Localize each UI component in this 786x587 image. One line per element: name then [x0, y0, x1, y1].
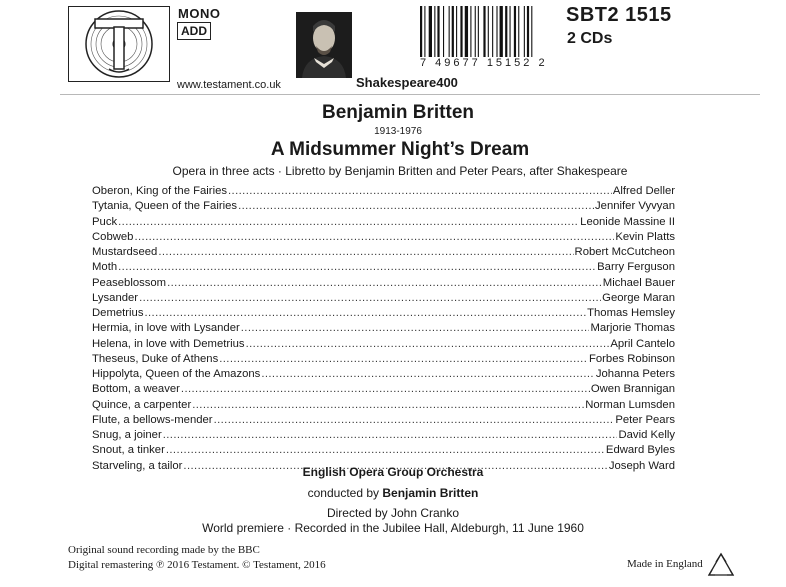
role-name: Mustardseed [92, 246, 158, 258]
role-name: Flute, a bellows-mender [92, 413, 213, 426]
role-name: Demetrius [92, 307, 144, 319]
singer-name: April Cantelo [610, 337, 675, 350]
role-name: Theseus, Duke of Athens [92, 352, 219, 365]
singer-name: Joseph Ward [608, 459, 675, 472]
cast-row [92, 291, 675, 306]
singer-name: Marjorie Thomas [590, 322, 675, 335]
cast-row [92, 321, 675, 336]
cast-row [92, 199, 675, 214]
cast-row [92, 245, 675, 260]
singer-name: Kevin Platts [615, 230, 675, 243]
leader-dots [134, 230, 614, 245]
role-name: Hermia, in love with Lysander [92, 322, 240, 335]
singer-name: Owen Brannigan [590, 383, 675, 396]
role-name: Helena, in love with Demetrius [92, 337, 245, 350]
leader-dots [167, 276, 602, 291]
recycle-icon [706, 552, 736, 578]
role-name: Tytania, Queen of the Fairies [92, 200, 238, 213]
barcode-number: 7 49677 15152 2 [420, 57, 560, 69]
singer-name: Barry Ferguson [597, 261, 675, 274]
cast-row [92, 382, 675, 397]
leader-dots [228, 184, 612, 199]
role-name: Bottom, a weaver [92, 383, 180, 396]
singer-name: Forbes Robinson [588, 352, 675, 365]
original-recording-note: Original sound recording made by the BBC [68, 544, 260, 556]
leader-dots [166, 443, 605, 458]
work-title: A Midsummer Night’s Dream [270, 139, 530, 160]
singer-name: Leonide Massine II [580, 215, 675, 228]
disc-count: 2 CDs [567, 30, 613, 47]
role-name: Quince, a carpenter [92, 398, 192, 411]
leader-dots [261, 367, 595, 382]
role-name: Snug, a joiner [92, 429, 162, 441]
leader-dots [158, 245, 573, 260]
role-name: Puck [92, 215, 118, 228]
singer-name: Peter Pears [615, 413, 675, 426]
divider [60, 94, 760, 95]
role-name: Oberon, King of the Fairies [92, 185, 228, 197]
singer-name: Alfred Deller [612, 185, 675, 197]
cast-row [92, 428, 675, 443]
conducted-prefix: conducted by [307, 486, 380, 500]
premiere-credit: World premiere · Recorded in the Jubilee Hall, Aldeburgh, 11 June 1960 [202, 521, 584, 535]
cast-row [92, 215, 675, 230]
cast-row [92, 260, 675, 275]
singer-name: David Kelly [618, 429, 675, 441]
cast-row [92, 230, 675, 245]
mono-label: MONO [178, 6, 221, 21]
composer-name: Benjamin Britten [321, 102, 475, 123]
cast-row [92, 337, 675, 352]
director-credit: Directed by John Cranko [326, 506, 460, 520]
add-label: ADD [177, 22, 211, 40]
cast-row [92, 352, 675, 367]
catalog-number: SBT2 1515 [566, 4, 672, 26]
leader-dots [139, 291, 601, 306]
leader-dots [219, 352, 588, 367]
singer-name: Michael Bauer [602, 276, 675, 289]
leader-dots [118, 215, 579, 230]
role-name: Hippolyta, Queen of the Amazons [92, 368, 261, 380]
cast-row [92, 413, 675, 428]
made-in-england-note: Made in England [627, 558, 703, 570]
testament-logo-icon [68, 6, 170, 82]
remastering-note: Digital remastering ℗ 2016 Testament. © Testament, 2016 [68, 559, 326, 571]
cast-list [92, 184, 675, 474]
cast-row [92, 367, 675, 382]
singer-name: Edward Byles [605, 444, 675, 457]
singer-name: Thomas Hemsley [587, 307, 675, 319]
leader-dots [144, 306, 586, 321]
cast-row [92, 443, 675, 458]
conductor-name: Benjamin Britten [382, 486, 479, 500]
leader-dots [181, 382, 590, 397]
shakespeare-portrait-icon [296, 12, 352, 78]
website-link[interactable]: www.testament.co.uk [177, 79, 281, 91]
role-name: Starveling, a tailor [92, 459, 183, 472]
cast-row [92, 306, 675, 321]
composer-dates: 1913-1976 [374, 126, 422, 137]
singer-name: Robert McCutcheon [574, 246, 675, 258]
singer-name: Jennifer Vyvyan [595, 200, 675, 213]
singer-name: George Maran [602, 291, 675, 304]
role-name: Moth [92, 261, 118, 274]
role-name: Lysander [92, 291, 139, 304]
role-name: Peaseblossom [92, 276, 167, 289]
cast-row [92, 184, 675, 199]
cast-row [92, 276, 675, 291]
leader-dots [214, 413, 615, 428]
cast-row [92, 398, 675, 413]
leader-dots [246, 337, 610, 352]
leader-dots [238, 199, 594, 214]
conductor-credit [0, 486, 786, 500]
leader-dots [118, 260, 596, 275]
leader-dots [192, 398, 584, 413]
work-subtitle: Opera in three acts · Libretto by Benjamin Britten and Peter Pears, after Shakespeare [172, 164, 628, 178]
shakespeare400-logo: Shakespeare400 [356, 75, 458, 90]
orchestra-credit: English Opera Group Orchestra [302, 465, 484, 479]
role-name: Cobweb [92, 230, 134, 243]
leader-dots [163, 428, 618, 443]
leader-dots [241, 321, 590, 336]
singer-name: Johanna Peters [595, 368, 675, 380]
singer-name: Norman Lumsden [585, 398, 675, 411]
role-name: Snout, a tinker [92, 444, 165, 457]
